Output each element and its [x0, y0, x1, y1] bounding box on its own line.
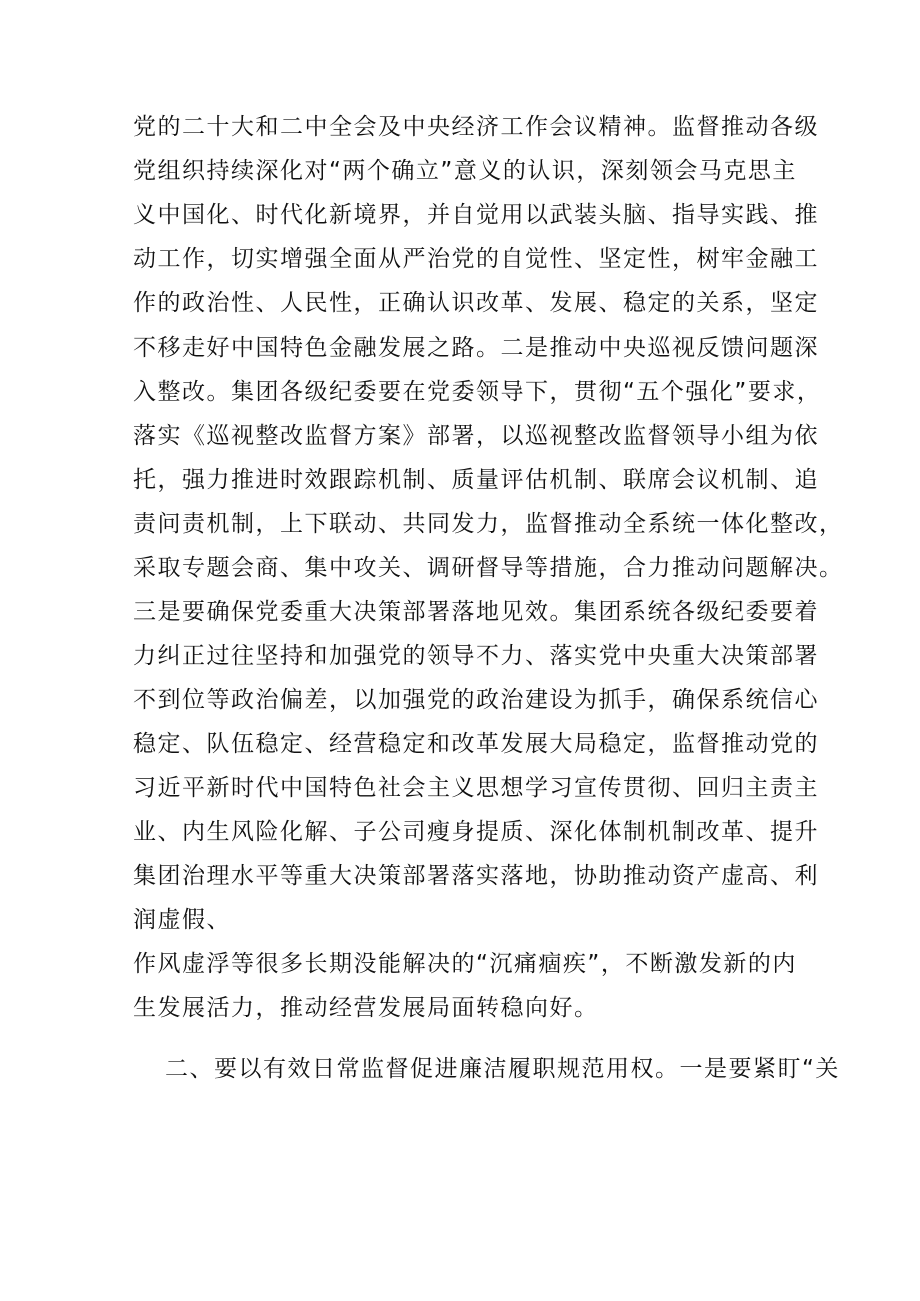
text-line-17: 业、内生风险化解、子公司瘦身提质、深化体制机制改革、提升: [133, 819, 819, 845]
text-line-1: 党的二十大和二中全会及中央经济工作会议精神。监督推动各级: [133, 114, 819, 140]
text-line-4: 动工作，切实增强全面从严治党的自觉性、坚定性，树牢金融工: [133, 246, 819, 272]
text-line-8: 落实《巡视整改监督方案》部署，以巡视整改监督领导小组为依: [133, 423, 819, 449]
text-line-5: 作的政治性、人民性，正确认识改革、发展、稳定的关系，坚定: [133, 290, 819, 316]
text-line-12: 三是要确保党委重大决策部署落地见效。集团系统各级纪委要着: [133, 599, 819, 625]
text-line-13: 力纠正过往坚持和加强党的领导不力、落实党中央重大决策部署: [133, 643, 819, 669]
section-heading-line: 二、要以有效日常监督促进廉洁履职规范用权。一是要紧盯“关: [165, 1056, 840, 1082]
text-line-2: 党组织持续深化对“两个确立”意义的认识，深刻领会马克思主: [133, 158, 797, 184]
text-line-3: 义中国化、时代化新境界，并自觉用以武装头脑、指导实践、推: [133, 202, 819, 228]
text-line-18: 集团治理水平等重大决策部署落实落地，协助推动资产虚高、利: [133, 863, 819, 889]
text-line-14: 不到位等政治偏差，以加强党的政治建设为抓手，确保系统信心: [133, 687, 819, 713]
text-line-7: 入整改。集团各级纪委要在党委领导下，贯彻“五个强化”要求，: [133, 379, 822, 405]
text-line-21: 生发展活力，推动经营发展局面转稳向好。: [133, 995, 599, 1021]
text-line-20: 作风虚浮等很多长期没能解决的“沉痛痼疾”，不断激发新的内: [133, 951, 797, 977]
text-line-16: 习近平新时代中国特色社会主义思想学习宣传贯彻、回归主责主: [133, 775, 819, 801]
text-line-11: 采取专题会商、集中攻关、调研督导等措施，合力推动问题解决。: [133, 555, 844, 581]
text-line-15: 稳定、队伍稳定、经营稳定和改革发展大局稳定，监督推动党的: [133, 731, 819, 757]
text-line-19: 润虚假、: [133, 907, 231, 933]
text-line-6: 不移走好中国特色金融发展之路。二是推动中央巡视反馈问题深: [133, 335, 819, 361]
text-line-10: 责问责机制，上下联动、共同发力，监督推动全系统一体化整改，: [133, 511, 844, 537]
text-line-9: 托，强力推进时效跟踪机制、质量评估机制、联席会议机制、追: [133, 467, 819, 493]
